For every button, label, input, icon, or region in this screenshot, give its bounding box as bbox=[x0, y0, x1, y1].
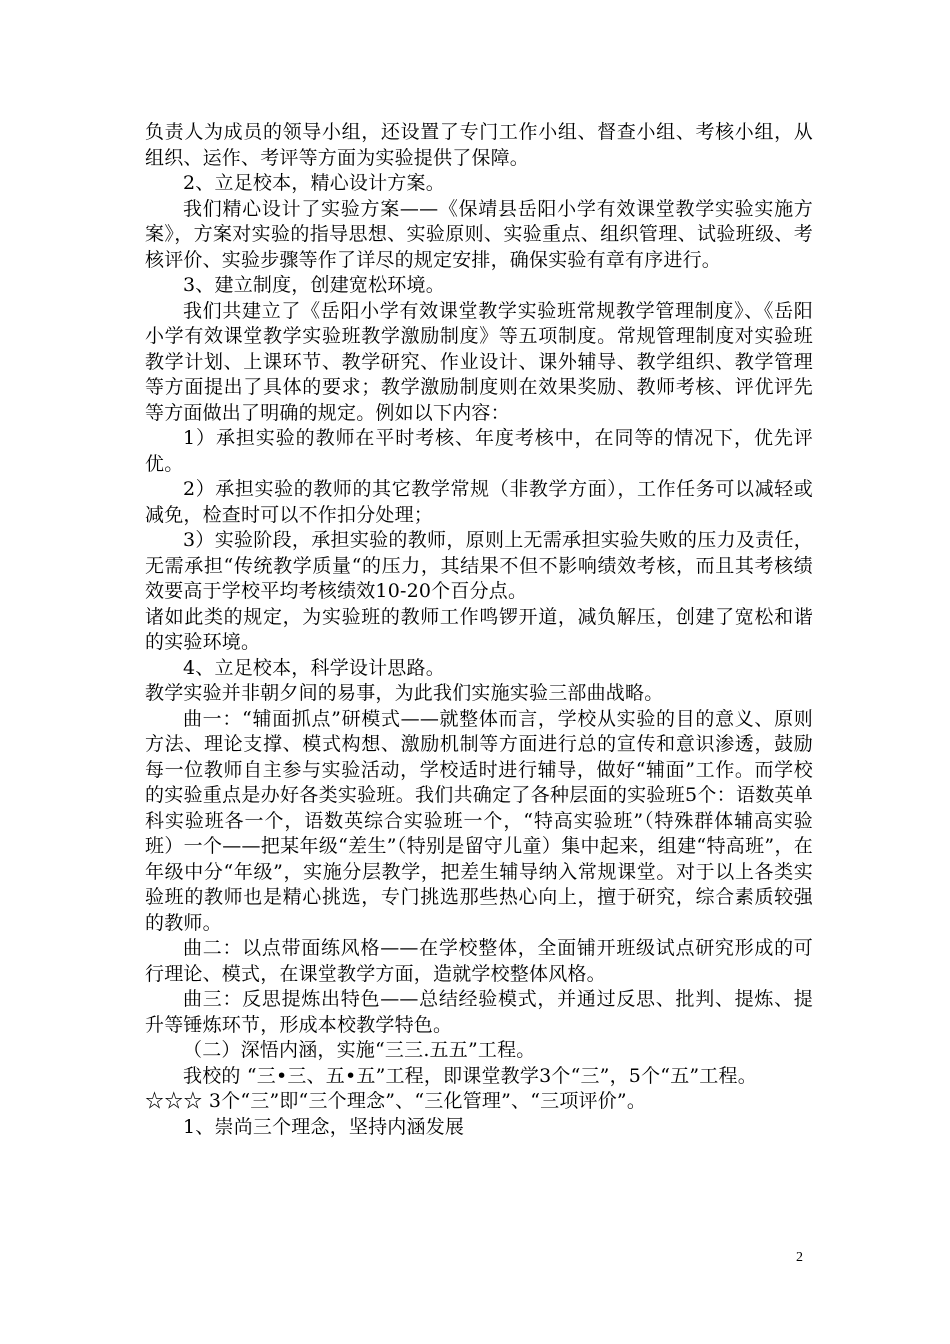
section-heading: 2、立足校本，精心设计方案。 bbox=[183, 172, 445, 194]
list-item: 2）承担实验的教师的其它教学常规（非教学方面），工作任务可以减轻或减免，检查时可以不作扣分处理； bbox=[145, 478, 813, 526]
paragraph: 曲一：“辅面抓点”研模式——就整体而言，学校从实验的目的意义、原则方法、理论支撑、模式构想、激励机制等方面进行总的宣传和意识渗透，鼓励每一位教师自主参与实验活动，学校适时进行辅导，做好“辅面”工作。而学校的实验重点是办好各类实验班。我们共确定了各种层面的实验班5个：语数英单科实验班各一个，语数英综合实验班一个，“特高实验班”（特殊群体辅高实验班）一个——把某年级“差生”（特别是留守儿童）集中起来，组建“特高班”，在年级中分“年级”，实施分层教学，把差生辅导纳入常规课堂。对于以上各类实验班的教师也是精心挑选，专门挑选那些热心向上，擅于研究，综合素质较强的教师。 bbox=[145, 707, 813, 934]
section-heading: 4、立足校本，科学设计思路。 bbox=[183, 656, 445, 679]
section-heading: 1、崇尚三个理念，坚持内涵发展 bbox=[183, 1115, 465, 1138]
paragraph: 我们精心设计了实验方案——《保靖县岳阳小学有效课堂教学实验实施方案》，方案对实验的指导思想、实验原则、实验重点、组织管理、试验班级、考核评价、实验步骤等作了详尽的规定安排，确保实验有章有序进行。 bbox=[145, 197, 813, 271]
section-heading: 3、建立制度，创建宽松环境。 bbox=[183, 274, 445, 296]
section-heading: （二）深悟内涵，实施“三三.五五”工程。 bbox=[183, 1039, 536, 1061]
paragraph: 诸如此类的规定，为实验班的教师工作鸣锣开道，减负解压，创建了宽松和谐的实验环境。 bbox=[145, 605, 813, 653]
list-item: 3）实验阶段，承担实验的教师，原则上无需承担实验失败的压力及责任，无需承担“传统教学质量“的压力，其结果不但不影响绩效考核，而且其考核绩效要高于学校平均考核绩效10-20个百分点。 bbox=[145, 529, 813, 602]
paragraph: ☆☆☆ 3个“三”即“三个理念”、“三化管理”、“三项评价”。 bbox=[145, 1090, 647, 1112]
body-text bbox=[145, 120, 813, 1140]
paragraph: 我校的 “三•三、五•五”工程，即课堂教学3个“三”，5个“五”工程。 bbox=[183, 1064, 757, 1087]
paragraph: 教学实验并非朝夕间的易事，为此我们实施实验三部曲战略。 bbox=[145, 682, 664, 704]
list-item: 1）承担实验的教师在平时考核、年度考核中，在同等的情况下，优先评优。 bbox=[145, 427, 813, 475]
paragraph: 曲二：以点带面练风格——在学校整体，全面铺开班级试点研究形成的可行理论、模式，在课堂教学方面，造就学校整体风格。 bbox=[145, 937, 813, 985]
paragraph: 我们共建立了《岳阳小学有效课堂教学实验班常规教学管理制度》、《岳阳小学有效课堂教学实验班教学激励制度》等五项制度。常规管理制度对实验班教学计划、上课环节、教学研究、作业设计、课外辅导、教学组织、教学管理等方面提出了具体的要求；教学激励制度则在效果奖励、教师考核、评优评先等方面做出了明确的规定。例如以下内容： bbox=[145, 299, 813, 424]
page-number: 2 bbox=[796, 1250, 803, 1265]
paragraph: 负责人为成员的领导小组，还设置了专门工作小组、督查小组、考核小组，从组织、运作、考评等方面为实验提供了保障。 bbox=[145, 121, 813, 169]
paragraph: 曲三：反思提炼出特色——总结经验模式，并通过反思、批判、提炼、提升等锤炼环节，形成本校教学特色。 bbox=[145, 988, 813, 1036]
